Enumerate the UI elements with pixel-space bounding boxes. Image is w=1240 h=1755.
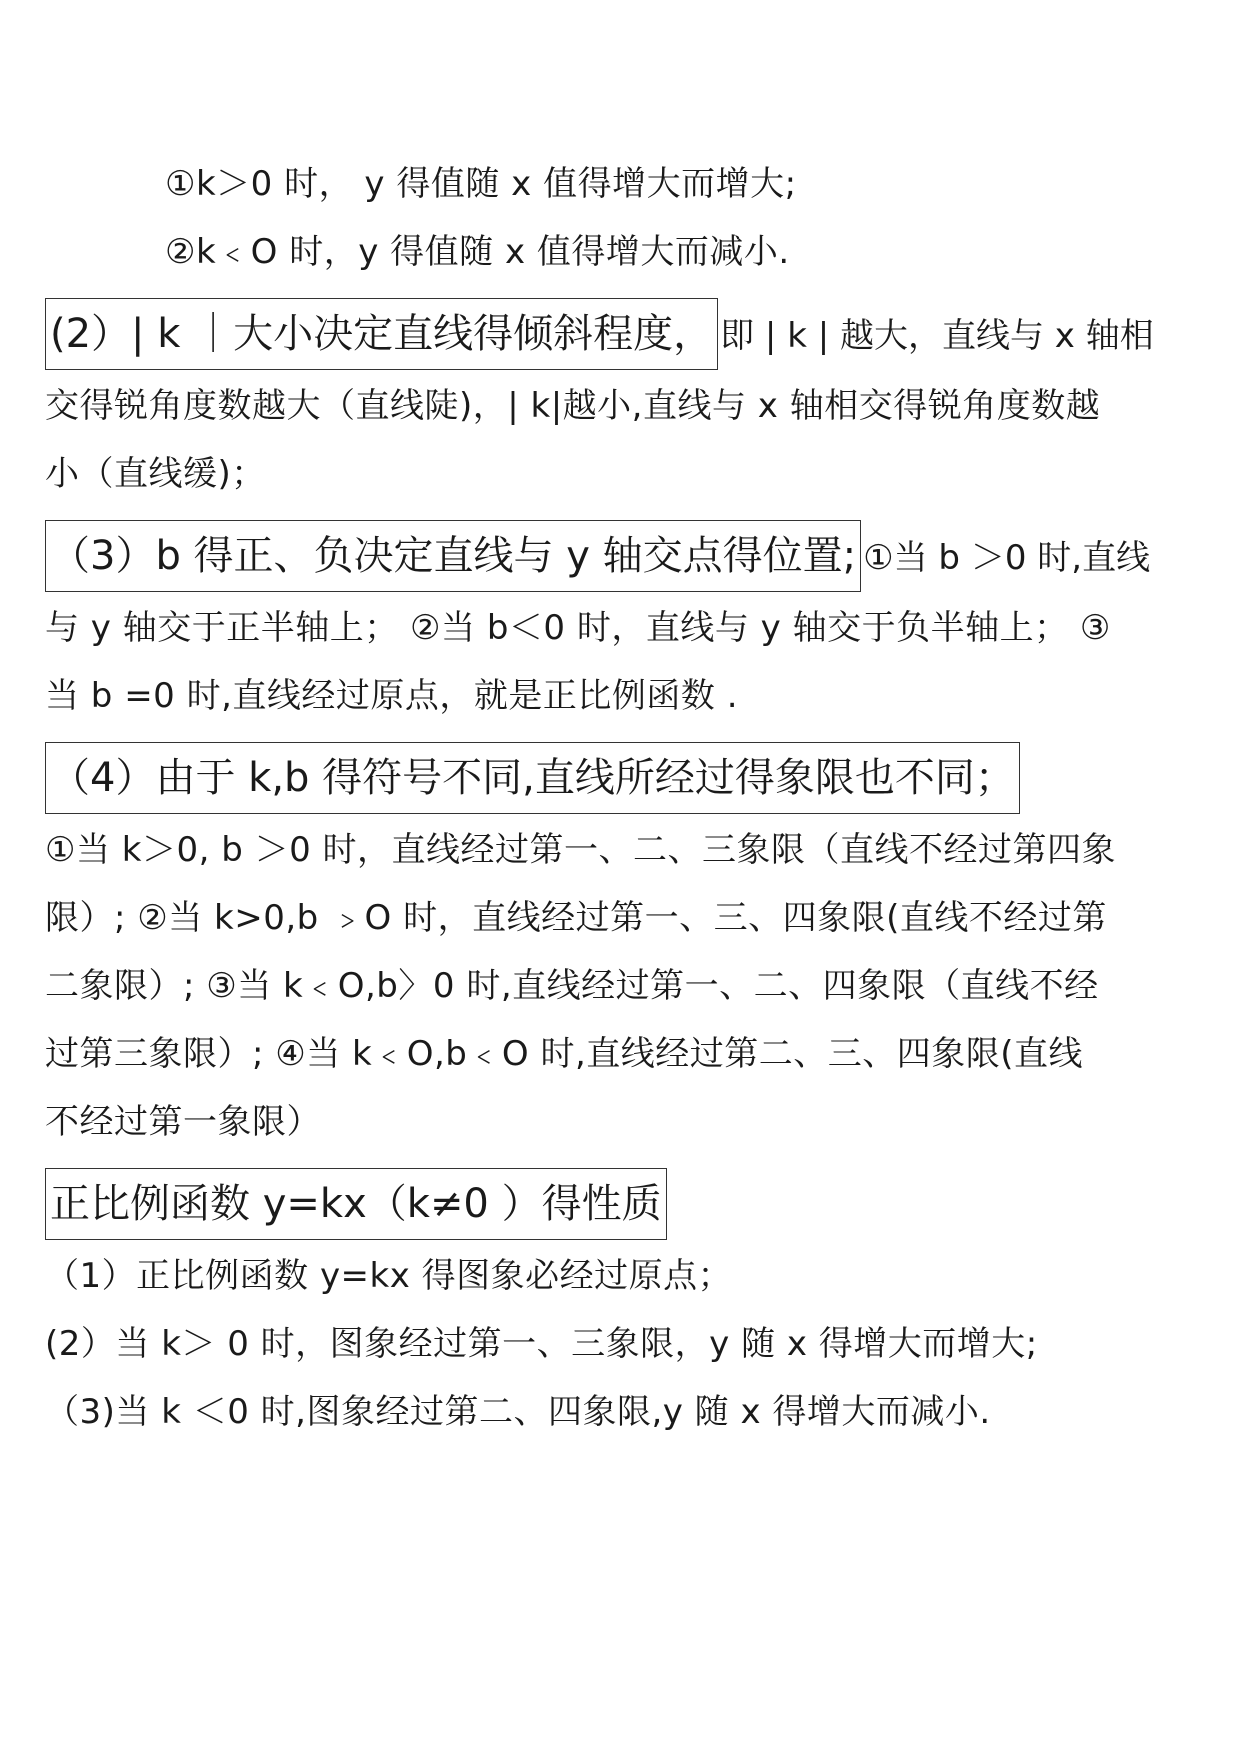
section-4 [45, 742, 1195, 1156]
text-line: 限）; ②当 k>0,b ﹥O 时，直线经过第一、三、四象限(直线不经过第 [45, 898, 1107, 938]
text-line: 当 b =0 时,直线经过原点，就是正比例函数 . [45, 676, 739, 716]
section-3 [45, 520, 1195, 730]
text-line: ①k＞0 时， y 得值随 x 值得增大而增大; [165, 164, 797, 204]
text-line: ②k﹤O 时，y 得值随 x 值得增大而减小. [165, 232, 790, 272]
text-line: （3)当 k ＜0 时,图象经过第二、四象限,y 随 x 得增大而减小. [45, 1392, 991, 1432]
text-line: 交得锐角度数越大（直线陡)，| k|越小,直线与 x 轴相交得锐角度数越 [45, 386, 1101, 426]
text-line: ①当 k＞0, b ＞0 时，直线经过第一、二、三象限（直线不经过第四象 [45, 830, 1117, 870]
text-line: 二象限）; ③当 k﹤O,b〉0 时,直线经过第一、二、四象限（直线不经 [45, 966, 1099, 1006]
text-line [45, 742, 1195, 816]
document-page [45, 150, 1195, 1446]
text-line: 过第三象限）; ④当 k﹤O,b﹤O 时,直线经过第二、三、四象限(直线 [45, 1034, 1084, 1074]
section-heading-box: （3）b 得正、负决定直线与 y 轴交点得位置; [45, 520, 861, 592]
text-line [45, 1168, 1195, 1242]
text-line: （1）正比例函数 y=kx 得图象必经过原点； [45, 1256, 733, 1296]
text-span: 即 | k | 越大，直线与 x 轴相 [720, 316, 1154, 356]
text-line [45, 298, 1195, 372]
text-span: ①当 b ＞0 时,直线 [863, 538, 1151, 578]
text-line: (2）当 k＞ 0 时，图象经过第一、三象限，y 随 x 得增大而增大; [45, 1324, 1038, 1364]
section-2 [45, 298, 1195, 508]
section-heading-box: (2）| k ｜大小决定直线得倾斜程度， [45, 298, 718, 370]
text-line: 不经过第一象限） [45, 1102, 321, 1142]
text-line: 与 y 轴交于正半轴上； ②当 b＜0 时，直线与 y 轴交于负半轴上； ③ [45, 608, 1111, 648]
section-heading-box: 正比例函数 y=kx（k≠0 ）得性质 [45, 1168, 667, 1240]
section-5 [45, 1168, 1195, 1446]
text-line: 小（直线缓)； [45, 454, 266, 494]
section-heading-box: （4）由于 k,b 得符号不同,直线所经过得象限也不同； [45, 742, 1020, 814]
text-line [45, 520, 1195, 594]
